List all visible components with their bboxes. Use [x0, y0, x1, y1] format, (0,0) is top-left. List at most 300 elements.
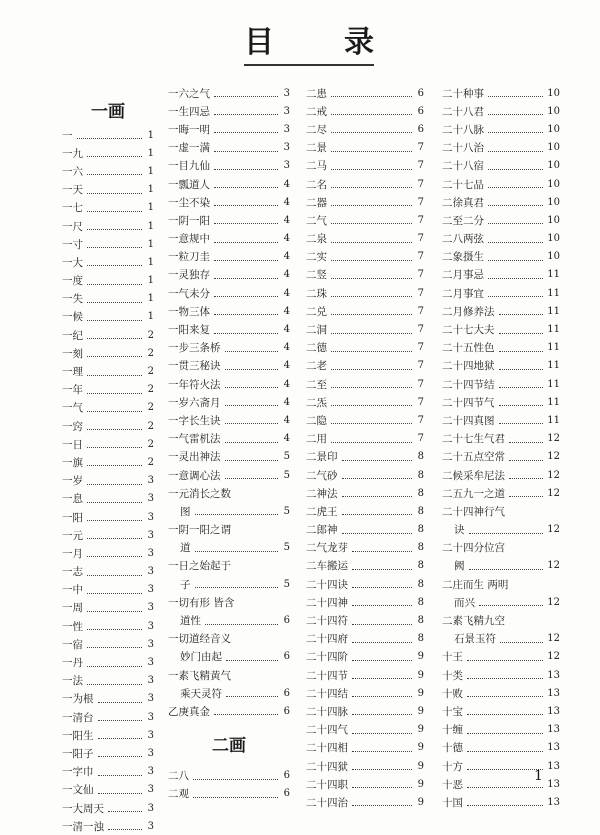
entry-term: 乙庚真金 [168, 705, 210, 718]
entry-term: 一字长生诀 [168, 414, 221, 427]
index-entry [306, 193, 424, 211]
entry-term: 一性 [62, 620, 83, 633]
entry-term: 二候采牟尼法 [442, 469, 505, 482]
dot-leader [87, 665, 142, 667]
index-entry [306, 320, 424, 338]
index-entry [168, 248, 290, 266]
entry-page-number: 1 [147, 293, 154, 305]
entry-page-number: 9 [417, 705, 424, 717]
dot-leader [352, 623, 412, 625]
entry-page-number: 12 [547, 487, 560, 499]
dot-leader [98, 719, 143, 721]
entry-page-number: 6 [283, 615, 290, 627]
index-entry [62, 435, 154, 453]
entry-page-number: 4 [283, 414, 290, 426]
entry-term: 诀 [454, 524, 465, 537]
entry-term: 阙 [454, 560, 465, 573]
dot-leader [331, 241, 412, 243]
entry-term: 二十四职 [306, 778, 348, 791]
entry-term: 二泉 [306, 233, 327, 246]
index-entry [62, 362, 154, 380]
index-entry [442, 193, 560, 211]
entry-page-number: 7 [417, 160, 424, 172]
entry-term: 一阳子 [62, 747, 94, 760]
index-entry [62, 290, 154, 308]
entry-term: 一息 [62, 493, 83, 506]
dot-leader [331, 95, 412, 97]
entry-term: 一候 [62, 311, 83, 324]
entry-term: 二德 [306, 342, 327, 355]
entry-page-number: 12 [547, 524, 560, 536]
index-column-2 [168, 84, 290, 803]
index-entry [306, 702, 424, 720]
index-entry [306, 593, 424, 611]
dot-leader [214, 313, 278, 315]
dot-leader [214, 113, 278, 115]
page-number: 1 [534, 768, 543, 784]
entry-term: 二十四符 [306, 615, 348, 628]
dot-leader [342, 459, 413, 461]
index-entry [62, 417, 154, 435]
dot-leader [499, 386, 544, 388]
entry-page-number: 9 [417, 687, 424, 699]
entry-page-number: 10 [547, 251, 560, 263]
dot-leader [87, 428, 142, 430]
entry-term: 二气 [306, 214, 327, 227]
entry-term: 一贯三秘诀 [168, 360, 221, 373]
entry-page-number: 11 [547, 378, 560, 390]
dot-leader [342, 495, 413, 497]
entry-page-number: 9 [417, 778, 424, 790]
index-entry [306, 484, 424, 502]
dot-leader [87, 264, 142, 266]
entry-term: 十国 [442, 796, 463, 809]
entry-page-number: 9 [417, 760, 424, 772]
entry-term: 一纪 [62, 329, 83, 342]
entry-page-number: 3 [147, 547, 154, 559]
index-entry [442, 120, 560, 138]
dot-leader [87, 392, 142, 394]
dot-leader [205, 623, 278, 625]
entry-page-number: 9 [417, 669, 424, 681]
index-entry [306, 521, 424, 539]
entry-list [62, 126, 154, 835]
entry-page-number: 7 [417, 142, 424, 154]
dot-leader [87, 483, 142, 485]
dot-leader [488, 204, 543, 206]
index-entry [168, 120, 290, 138]
entry-term: 一旗 [62, 456, 83, 469]
dot-leader [509, 495, 543, 497]
entry-page-number: 11 [547, 396, 560, 408]
dot-leader [331, 332, 412, 334]
entry-page-number: 13 [547, 796, 560, 808]
entry-term: 二月事忌 [442, 269, 484, 282]
entry-page-number: 11 [547, 269, 560, 281]
entry-page-number: 5 [283, 542, 290, 554]
entry-page-number: 4 [283, 178, 290, 190]
entry-term: 二景 [306, 142, 327, 155]
entry-page-number: 13 [547, 669, 560, 681]
entry-page-number: 12 [547, 560, 560, 572]
entry-page-number: 7 [417, 396, 424, 408]
index-entry [442, 575, 560, 593]
entry-list [442, 84, 560, 812]
dot-leader [331, 368, 412, 370]
dot-leader [108, 810, 142, 812]
dot-leader [77, 137, 143, 139]
entry-term: 二十七品 [442, 178, 484, 191]
dot-leader [467, 786, 543, 788]
entry-page-number: 1 [147, 311, 154, 323]
entry-term: 一元 [62, 529, 83, 542]
entry-page-number: 2 [147, 384, 154, 396]
dot-leader [467, 768, 543, 770]
entry-page-number: 9 [417, 724, 424, 736]
entry-page-number: 12 [547, 451, 560, 463]
entry-term: 一六 [62, 165, 83, 178]
entry-page-number: 6 [417, 105, 424, 117]
index-entry [168, 339, 290, 357]
entry-page-number: 8 [417, 633, 424, 645]
entry-term: 十德 [442, 742, 463, 755]
index-entry [168, 557, 290, 575]
dot-leader [467, 695, 543, 697]
index-entry [168, 684, 290, 702]
entry-term: 二十四阶 [306, 651, 348, 664]
entry-term: 二十四治 [306, 796, 348, 809]
dot-leader [499, 350, 544, 352]
dot-leader [87, 446, 142, 448]
dot-leader [488, 241, 543, 243]
entry-term: 一字巾 [62, 766, 94, 779]
index-entry [306, 575, 424, 593]
dot-leader [469, 568, 544, 570]
entry-term: 一灵出神法 [168, 451, 221, 464]
index-entry [168, 411, 290, 429]
entry-term: 道 [180, 542, 191, 555]
entry-term: 一意调心法 [168, 469, 221, 482]
entry-term: 一宿 [62, 638, 83, 651]
dot-leader [87, 501, 142, 503]
dot-leader [87, 155, 142, 157]
dot-leader [87, 410, 142, 412]
entry-term: 二至 [306, 378, 327, 391]
entry-page-number: 8 [417, 505, 424, 517]
index-entry [442, 357, 560, 375]
index-entry [306, 248, 424, 266]
index-entry [306, 102, 424, 120]
dot-leader [352, 641, 412, 643]
index-entry [168, 593, 290, 611]
index-entry [62, 326, 154, 344]
entry-term: 二十四气 [306, 724, 348, 737]
entry-page-number: 12 [547, 596, 560, 608]
dot-leader [87, 283, 142, 285]
entry-term: 一切道经音义 [168, 633, 231, 646]
entry-page-number: 7 [417, 414, 424, 426]
entry-term: 二素飞精九空 [442, 615, 505, 628]
dot-leader [331, 441, 412, 443]
entry-term: 二十八脉 [442, 123, 484, 136]
index-entry [306, 502, 424, 520]
dot-leader [225, 350, 279, 352]
entry-term: 一阳来复 [168, 324, 210, 337]
entry-page-number: 3 [283, 87, 290, 99]
entry-term: 而兴 [454, 596, 475, 609]
index-entry [168, 393, 290, 411]
entry-page-number: 11 [547, 414, 560, 426]
entry-page-number: 9 [417, 796, 424, 808]
entry-term: 二十八治 [442, 142, 484, 155]
entry-term: 二老 [306, 360, 327, 373]
dot-leader [225, 441, 279, 443]
index-entry [442, 721, 560, 739]
entry-term: 一寸 [62, 238, 83, 251]
dot-leader [98, 774, 143, 776]
dot-leader [352, 586, 412, 588]
entry-page-number: 8 [417, 596, 424, 608]
entry-term: 一元消长之数 [168, 487, 231, 500]
entry-term: 二十四节 [306, 669, 348, 682]
entry-term: 二十四节气 [442, 396, 495, 409]
entry-page-number: 13 [547, 760, 560, 772]
entry-term: 一大 [62, 256, 83, 269]
dot-leader [352, 568, 412, 570]
dot-leader [214, 204, 278, 206]
dot-leader [214, 713, 278, 715]
index-entry [442, 302, 560, 320]
dot-leader [87, 173, 142, 175]
entry-term: 二气龙芽 [306, 542, 348, 555]
index-entry [62, 563, 154, 581]
index-entry [62, 453, 154, 471]
index-entry [62, 217, 154, 235]
index-entry [442, 84, 560, 102]
entry-term: 一瓢道人 [168, 178, 210, 191]
index-entry [306, 739, 424, 757]
dot-leader [479, 604, 543, 606]
index-entry [442, 466, 560, 484]
dot-leader [108, 828, 142, 830]
entry-term: 一素飞精黄气 [168, 669, 231, 682]
entry-term: 二庄而生 两明 [442, 578, 509, 591]
entry-term: 二至二分 [442, 214, 484, 227]
index-entry [306, 793, 424, 811]
index-entry [62, 744, 154, 762]
dot-leader [87, 301, 142, 303]
index-entry [306, 284, 424, 302]
dot-leader [488, 168, 543, 170]
entry-page-number: 4 [283, 196, 290, 208]
entry-page-number: 12 [547, 651, 560, 663]
entry-term: 二珠 [306, 287, 327, 300]
dot-leader [352, 750, 412, 752]
dot-leader [488, 150, 543, 152]
index-entry [442, 211, 560, 229]
dot-leader [225, 404, 279, 406]
entry-page-number: 4 [283, 287, 290, 299]
index-entry [168, 375, 290, 393]
entry-page-number: 8 [417, 524, 424, 536]
index-entry [442, 175, 560, 193]
entry-page-number: 3 [283, 142, 290, 154]
entry-page-number: 3 [147, 620, 154, 632]
dot-leader [87, 628, 142, 630]
index-entry [442, 320, 560, 338]
entry-page-number: 2 [147, 329, 154, 341]
index-entry [442, 557, 560, 575]
dot-leader [225, 459, 279, 461]
entry-term: 二十四脉 [306, 705, 348, 718]
dot-leader [214, 241, 278, 243]
dot-leader [509, 477, 543, 479]
entry-term: 一失 [62, 293, 83, 306]
entry-page-number: 12 [547, 433, 560, 445]
entry-page-number: 13 [547, 705, 560, 717]
entry-term: 二尽 [306, 123, 327, 136]
dot-leader [488, 95, 543, 97]
entry-term: 一尺 [62, 220, 83, 233]
dot-leader [87, 246, 142, 248]
index-entry [442, 702, 560, 720]
entry-term: 一九 [62, 147, 83, 160]
index-entry [442, 593, 560, 611]
entry-term: 二十四神行气 [442, 505, 505, 518]
entry-page-number: 4 [283, 269, 290, 281]
entry-page-number: 4 [283, 251, 290, 263]
entry-page-number: 2 [147, 347, 154, 359]
entry-term: 二十四神 [306, 596, 348, 609]
entry-term: 一日之始起于 [168, 560, 231, 573]
dot-leader [214, 131, 278, 133]
dot-leader [331, 113, 412, 115]
entry-page-number: 11 [547, 360, 560, 372]
entry-page-number: 12 [547, 633, 560, 645]
entry-page-number: 7 [417, 287, 424, 299]
entry-page-number: 6 [283, 651, 290, 663]
dot-leader [214, 186, 278, 188]
dot-leader [195, 513, 279, 515]
index-entry [168, 767, 290, 785]
index-entry [62, 581, 154, 599]
index-entry [306, 757, 424, 775]
index-entry [442, 139, 560, 157]
index-entry [168, 211, 290, 229]
index-entry [306, 466, 424, 484]
entry-term: 二十八君 [442, 105, 484, 118]
entry-term: 二八两弦 [442, 233, 484, 246]
entry-page-number: 7 [417, 378, 424, 390]
dot-leader [499, 404, 544, 406]
entry-term: 一年 [62, 384, 83, 397]
entry-term: 一文仙 [62, 784, 94, 797]
index-entry [442, 230, 560, 248]
index-entry [168, 302, 290, 320]
dot-leader [214, 277, 278, 279]
entry-term: 一虚一满 [168, 142, 210, 155]
index-entry [442, 739, 560, 757]
entry-term: 一气未分 [168, 287, 210, 300]
entry-page-number: 2 [147, 366, 154, 378]
entry-term: 一志 [62, 566, 83, 579]
entry-term: 一为根 [62, 693, 94, 706]
index-entry [168, 648, 290, 666]
index-entry [168, 666, 290, 684]
entry-term: 一周 [62, 602, 83, 615]
entry-page-number: 1 [147, 165, 154, 177]
dot-leader [87, 610, 142, 612]
entry-term: 二马 [306, 160, 327, 173]
dot-leader [488, 131, 543, 133]
index-entry [62, 763, 154, 781]
dot-leader [331, 277, 412, 279]
index-entry [62, 235, 154, 253]
entry-term: 一生四忌 [168, 105, 210, 118]
entry-page-number: 7 [417, 214, 424, 226]
dot-leader [352, 713, 412, 715]
dot-leader [87, 683, 142, 685]
dot-leader [499, 313, 544, 315]
entry-term: 一阳生 [62, 729, 94, 742]
entry-page-number: 13 [547, 687, 560, 699]
dot-leader [352, 604, 412, 606]
entry-term: 一目九仙 [168, 160, 210, 173]
dot-leader [342, 477, 413, 479]
entry-page-number: 8 [417, 451, 424, 463]
dot-leader [331, 168, 412, 170]
index-entry [306, 357, 424, 375]
entry-page-number: 10 [547, 160, 560, 172]
entry-page-number: 8 [417, 560, 424, 572]
dot-leader [87, 519, 142, 521]
index-entry [306, 630, 424, 648]
entry-term: 一七 [62, 202, 83, 215]
dot-leader [331, 222, 412, 224]
dot-leader [488, 295, 543, 297]
entry-term: 二十四狱 [306, 760, 348, 773]
entry-page-number: 10 [547, 142, 560, 154]
entry-page-number: 4 [283, 324, 290, 336]
index-column-4 [442, 84, 560, 812]
entry-list [306, 84, 424, 812]
entry-term: 二十四分位宫 [442, 542, 505, 555]
index-entry [62, 472, 154, 490]
entry-page-number: 7 [417, 233, 424, 245]
index-entry [62, 381, 154, 399]
entry-page-number: 3 [147, 766, 154, 778]
dot-leader [509, 459, 543, 461]
entry-term: 二月事宜 [442, 287, 484, 300]
index-entry [62, 272, 154, 290]
entry-page-number: 3 [283, 105, 290, 117]
entry-term: 二竖 [306, 269, 327, 282]
entry-page-number: 4 [283, 214, 290, 226]
index-entry [168, 785, 290, 803]
dot-leader [87, 337, 142, 339]
entry-term: 一年符火法 [168, 378, 221, 391]
dot-leader [214, 295, 278, 297]
index-entry [168, 502, 290, 520]
entry-page-number: 7 [417, 269, 424, 281]
entry-term: 二十五性色 [442, 342, 495, 355]
dot-leader [225, 386, 279, 388]
entry-term: 二十七生气君 [442, 433, 505, 446]
entry-page-number: 3 [147, 711, 154, 723]
entry-page-number: 4 [283, 378, 290, 390]
index-entry [442, 611, 560, 629]
page-title [244, 22, 374, 66]
